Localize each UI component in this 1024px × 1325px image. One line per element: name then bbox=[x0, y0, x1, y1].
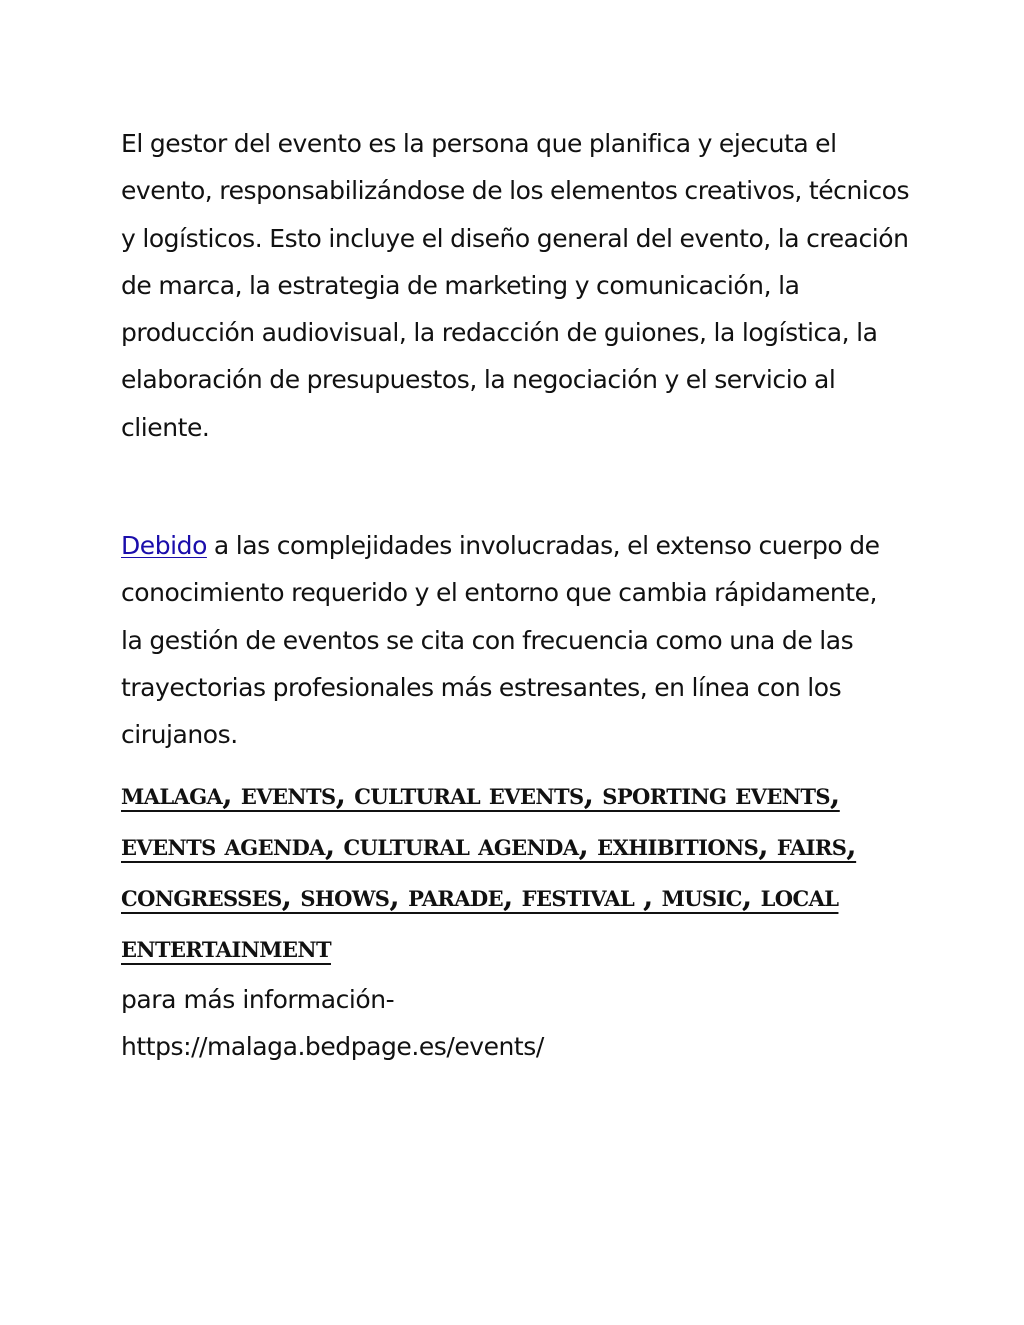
document-page bbox=[121, 120, 921, 1070]
events-url: https://malaga.bedpage.es/events/ bbox=[121, 1031, 544, 1061]
complexity-paragraph-text: a las complejidades involucradas, el extenso cuerpo de conocimiento requerido y el entorno que cambia rápidamente, la gestión de eventos se cita con frecuencia como una de las trayectorias profesionales más estresantes, en línea con los cirujanos. bbox=[121, 531, 880, 750]
more-info-label: para más información- bbox=[121, 984, 395, 1014]
event-tags-heading: malaga, events, cultural events, sporting events, events agenda, cultural agenda, exhibitions, fairs, congresses, shows, parade, festival , music, local entertainment bbox=[121, 776, 857, 965]
complexity-paragraph bbox=[121, 522, 881, 758]
debido-link[interactable]: Debido bbox=[121, 531, 207, 561]
more-info-block bbox=[121, 976, 921, 1071]
intro-paragraph: El gestor del evento es la persona que planifica y ejecuta el evento, responsabilizándose de los elementos creativos, técnicos y logísticos. Esto incluye el diseño general del evento, la creación de marca, la estrategia de marketing y comunicación, la producción audiovisual, la redacción de guiones, la logística, la elaboración de presupuestos, la negociación y el servicio al cliente. bbox=[121, 129, 910, 442]
paragraph-spacer bbox=[121, 451, 921, 522]
